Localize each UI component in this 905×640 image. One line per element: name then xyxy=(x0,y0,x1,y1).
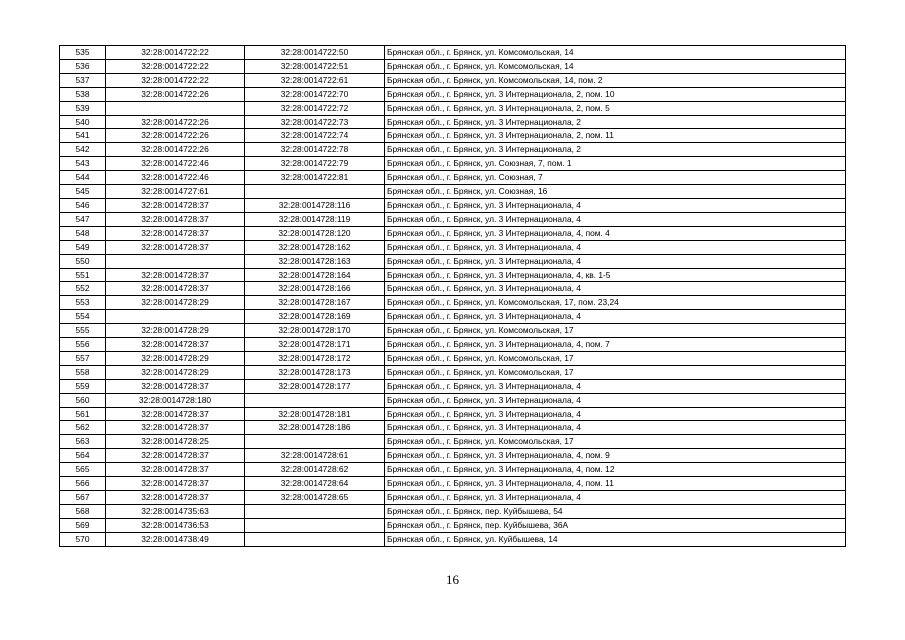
row-number-cell: 552 xyxy=(60,282,106,296)
row-number-cell: 536 xyxy=(60,59,106,73)
object-cadastral-number-cell: 32:28:0014728:61 xyxy=(245,449,385,463)
table-row xyxy=(60,226,846,240)
address-cell: Брянская обл., г. Брянск, ул. Комсомольская, 17 xyxy=(385,351,846,365)
parent-cadastral-number-cell: 32:28:0014728:29 xyxy=(106,351,245,365)
table-row xyxy=(60,463,846,477)
table-row xyxy=(60,129,846,143)
object-cadastral-number-cell: 32:28:0014728:64 xyxy=(245,477,385,491)
row-number-cell: 550 xyxy=(60,254,106,268)
table-row xyxy=(60,351,846,365)
object-cadastral-number-cell: 32:28:0014728:163 xyxy=(245,254,385,268)
table-row xyxy=(60,59,846,73)
address-cell: Брянская обл., г. Брянск, ул. 3 Интернационала, 2, пом. 5 xyxy=(385,101,846,115)
address-cell: Брянская обл., г. Брянск, ул. Союзная, 7 xyxy=(385,171,846,185)
table-row xyxy=(60,504,846,518)
address-cell: Брянская обл., г. Брянск, пер. Куйбышева, 54 xyxy=(385,504,846,518)
address-cell: Брянская обл., г. Брянск, ул. 3 Интернационала, 4, пом. 4 xyxy=(385,226,846,240)
table-row xyxy=(60,296,846,310)
parent-cadastral-number-cell: 32:28:0014728:37 xyxy=(106,421,245,435)
object-cadastral-number-cell: 32:28:0014728:169 xyxy=(245,310,385,324)
address-cell: Брянская обл., г. Брянск, ул. 3 Интернационала, 4 xyxy=(385,240,846,254)
object-cadastral-number-cell: 32:28:0014728:186 xyxy=(245,421,385,435)
object-cadastral-number-cell: 32:28:0014722:78 xyxy=(245,143,385,157)
row-number-cell: 551 xyxy=(60,268,106,282)
table-row xyxy=(60,310,846,324)
object-cadastral-number-cell: 32:28:0014728:164 xyxy=(245,268,385,282)
row-number-cell: 569 xyxy=(60,518,106,532)
object-cadastral-number-cell: 32:28:0014728:171 xyxy=(245,338,385,352)
property-registry-table xyxy=(59,45,846,547)
object-cadastral-number-cell: 32:28:0014728:173 xyxy=(245,365,385,379)
parent-cadastral-number-cell: 32:28:0014722:22 xyxy=(106,46,245,60)
row-number-cell: 541 xyxy=(60,129,106,143)
object-cadastral-number-cell: 32:28:0014728:62 xyxy=(245,463,385,477)
address-cell: Брянская обл., г. Брянск, ул. 3 Интернационала, 2, пом. 10 xyxy=(385,87,846,101)
row-number-cell: 542 xyxy=(60,143,106,157)
table-row xyxy=(60,212,846,226)
address-cell: Брянская обл., г. Брянск, ул. 3 Интернационала, 4 xyxy=(385,393,846,407)
address-cell: Брянская обл., г. Брянск, ул. 3 Интернационала, 4 xyxy=(385,407,846,421)
row-number-cell: 566 xyxy=(60,477,106,491)
table-row xyxy=(60,171,846,185)
address-cell: Брянская обл., г. Брянск, ул. 3 Интернационала, 4, пом. 9 xyxy=(385,449,846,463)
parent-cadastral-number-cell: 32:28:0014728:37 xyxy=(106,198,245,212)
row-number-cell: 538 xyxy=(60,87,106,101)
parent-cadastral-number-cell: 32:28:0014722:22 xyxy=(106,73,245,87)
registry-table-body xyxy=(60,46,846,547)
row-number-cell: 565 xyxy=(60,463,106,477)
object-cadastral-number-cell xyxy=(245,185,385,199)
table-row xyxy=(60,143,846,157)
parent-cadastral-number-cell: 32:28:0014728:37 xyxy=(106,268,245,282)
row-number-cell: 540 xyxy=(60,115,106,129)
address-cell: Брянская обл., г. Брянск, ул. Комсомольская, 14, пом. 2 xyxy=(385,73,846,87)
object-cadastral-number-cell: 32:28:0014722:51 xyxy=(245,59,385,73)
table-row xyxy=(60,393,846,407)
row-number-cell: 559 xyxy=(60,379,106,393)
row-number-cell: 554 xyxy=(60,310,106,324)
address-cell: Брянская обл., г. Брянск, ул. 3 Интернационала, 4, кв. 1-5 xyxy=(385,268,846,282)
parent-cadastral-number-cell: 32:28:0014722:46 xyxy=(106,157,245,171)
row-number-cell: 560 xyxy=(60,393,106,407)
address-cell: Брянская обл., г. Брянск, ул. Комсомольская, 17, пом. 23,24 xyxy=(385,296,846,310)
parent-cadastral-number-cell: 32:28:0014728:25 xyxy=(106,435,245,449)
row-number-cell: 543 xyxy=(60,157,106,171)
parent-cadastral-number-cell: 32:28:0014728:37 xyxy=(106,226,245,240)
parent-cadastral-number-cell: 32:28:0014728:29 xyxy=(106,324,245,338)
row-number-cell: 545 xyxy=(60,185,106,199)
parent-cadastral-number-cell: 32:28:0014728:180 xyxy=(106,393,245,407)
object-cadastral-number-cell: 32:28:0014728:120 xyxy=(245,226,385,240)
address-cell: Брянская обл., г. Брянск, ул. 3 Интернационала, 2 xyxy=(385,115,846,129)
object-cadastral-number-cell: 32:28:0014722:50 xyxy=(245,46,385,60)
table-row xyxy=(60,477,846,491)
row-number-cell: 537 xyxy=(60,73,106,87)
object-cadastral-number-cell xyxy=(245,504,385,518)
table-row xyxy=(60,268,846,282)
object-cadastral-number-cell xyxy=(245,393,385,407)
object-cadastral-number-cell: 32:28:0014728:65 xyxy=(245,491,385,505)
row-number-cell: 570 xyxy=(60,532,106,546)
object-cadastral-number-cell: 32:28:0014722:73 xyxy=(245,115,385,129)
row-number-cell: 564 xyxy=(60,449,106,463)
parent-cadastral-number-cell: 32:28:0014728:37 xyxy=(106,212,245,226)
row-number-cell: 563 xyxy=(60,435,106,449)
table-row xyxy=(60,338,846,352)
parent-cadastral-number-cell: 32:28:0014728:37 xyxy=(106,407,245,421)
row-number-cell: 567 xyxy=(60,491,106,505)
parent-cadastral-number-cell: 32:28:0014728:37 xyxy=(106,240,245,254)
table-row xyxy=(60,87,846,101)
parent-cadastral-number-cell: 32:28:0014728:37 xyxy=(106,449,245,463)
address-cell: Брянская обл., г. Брянск, ул. Комсомольская, 17 xyxy=(385,365,846,379)
address-cell: Брянская обл., г. Брянск, ул. 3 Интернационала, 4 xyxy=(385,282,846,296)
address-cell: Брянская обл., г. Брянск, ул. 3 Интернационала, 4 xyxy=(385,421,846,435)
table-row xyxy=(60,491,846,505)
row-number-cell: 553 xyxy=(60,296,106,310)
table-row xyxy=(60,421,846,435)
address-cell: Брянская обл., г. Брянск, ул. 3 Интернационала, 2, пом. 11 xyxy=(385,129,846,143)
table-row xyxy=(60,73,846,87)
object-cadastral-number-cell: 32:28:0014722:72 xyxy=(245,101,385,115)
parent-cadastral-number-cell: 32:28:0014722:22 xyxy=(106,59,245,73)
row-number-cell: 547 xyxy=(60,212,106,226)
row-number-cell: 562 xyxy=(60,421,106,435)
address-cell: Брянская обл., г. Брянск, ул. Союзная, 16 xyxy=(385,185,846,199)
parent-cadastral-number-cell: 32:28:0014728:37 xyxy=(106,491,245,505)
address-cell: Брянская обл., г. Брянск, ул. Союзная, 7, пом. 1 xyxy=(385,157,846,171)
object-cadastral-number-cell xyxy=(245,532,385,546)
parent-cadastral-number-cell: 32:28:0014722:26 xyxy=(106,143,245,157)
object-cadastral-number-cell: 32:28:0014722:79 xyxy=(245,157,385,171)
parent-cadastral-number-cell: 32:28:0014728:37 xyxy=(106,282,245,296)
object-cadastral-number-cell: 32:28:0014728:181 xyxy=(245,407,385,421)
parent-cadastral-number-cell: 32:28:0014728:37 xyxy=(106,477,245,491)
parent-cadastral-number-cell: 32:28:0014728:37 xyxy=(106,463,245,477)
parent-cadastral-number-cell xyxy=(106,254,245,268)
table-row xyxy=(60,379,846,393)
address-cell: Брянская обл., г. Брянск, ул. 3 Интернационала, 4 xyxy=(385,491,846,505)
object-cadastral-number-cell: 32:28:0014728:162 xyxy=(245,240,385,254)
table-row xyxy=(60,115,846,129)
table-row xyxy=(60,532,846,546)
table-row xyxy=(60,365,846,379)
parent-cadastral-number-cell: 32:28:0014735:63 xyxy=(106,504,245,518)
parent-cadastral-number-cell: 32:28:0014728:29 xyxy=(106,296,245,310)
table-row xyxy=(60,101,846,115)
address-cell: Брянская обл., г. Брянск, ул. Комсомольская, 14 xyxy=(385,59,846,73)
table-row xyxy=(60,198,846,212)
table-row xyxy=(60,324,846,338)
row-number-cell: 568 xyxy=(60,504,106,518)
address-cell: Брянская обл., г. Брянск, ул. 3 Интернационала, 4 xyxy=(385,212,846,226)
address-cell: Брянская обл., г. Брянск, ул. Куйбышева, 14 xyxy=(385,532,846,546)
address-cell: Брянская обл., г. Брянск, ул. 3 Интернационала, 4 xyxy=(385,310,846,324)
address-cell: Брянская обл., г. Брянск, пер. Куйбышева, 36А xyxy=(385,518,846,532)
address-cell: Брянская обл., г. Брянск, ул. Комсомольская, 14 xyxy=(385,46,846,60)
table-row xyxy=(60,240,846,254)
row-number-cell: 549 xyxy=(60,240,106,254)
object-cadastral-number-cell xyxy=(245,435,385,449)
parent-cadastral-number-cell: 32:28:0014727:61 xyxy=(106,185,245,199)
object-cadastral-number-cell: 32:28:0014722:70 xyxy=(245,87,385,101)
parent-cadastral-number-cell: 32:28:0014728:37 xyxy=(106,379,245,393)
table-row xyxy=(60,157,846,171)
page-number: 16 xyxy=(446,572,459,587)
row-number-cell: 558 xyxy=(60,365,106,379)
parent-cadastral-number-cell: 32:28:0014722:26 xyxy=(106,87,245,101)
table-row xyxy=(60,282,846,296)
address-cell: Брянская обл., г. Брянск, ул. 3 Интернационала, 4, пом. 11 xyxy=(385,477,846,491)
parent-cadastral-number-cell: 32:28:0014736:53 xyxy=(106,518,245,532)
object-cadastral-number-cell: 32:28:0014728:170 xyxy=(245,324,385,338)
parent-cadastral-number-cell xyxy=(106,101,245,115)
address-cell: Брянская обл., г. Брянск, ул. 3 Интернационала, 4, пом. 7 xyxy=(385,338,846,352)
table-row xyxy=(60,185,846,199)
object-cadastral-number-cell: 32:28:0014728:172 xyxy=(245,351,385,365)
object-cadastral-number-cell: 32:28:0014722:81 xyxy=(245,171,385,185)
parent-cadastral-number-cell: 32:28:0014722:26 xyxy=(106,129,245,143)
parent-cadastral-number-cell: 32:28:0014728:37 xyxy=(106,338,245,352)
table-row xyxy=(60,407,846,421)
row-number-cell: 535 xyxy=(60,46,106,60)
address-cell: Брянская обл., г. Брянск, ул. 3 Интернационала, 4, пом. 12 xyxy=(385,463,846,477)
address-cell: Брянская обл., г. Брянск, ул. 3 Интернационала, 4 xyxy=(385,254,846,268)
table-row xyxy=(60,46,846,60)
object-cadastral-number-cell: 32:28:0014728:166 xyxy=(245,282,385,296)
address-cell: Брянская обл., г. Брянск, ул. 3 Интернационала, 4 xyxy=(385,379,846,393)
row-number-cell: 555 xyxy=(60,324,106,338)
parent-cadastral-number-cell: 32:28:0014722:26 xyxy=(106,115,245,129)
object-cadastral-number-cell: 32:28:0014722:74 xyxy=(245,129,385,143)
table-row xyxy=(60,518,846,532)
address-cell: Брянская обл., г. Брянск, ул. 3 Интернационала, 2 xyxy=(385,143,846,157)
object-cadastral-number-cell xyxy=(245,518,385,532)
row-number-cell: 548 xyxy=(60,226,106,240)
object-cadastral-number-cell: 32:28:0014728:167 xyxy=(245,296,385,310)
row-number-cell: 556 xyxy=(60,338,106,352)
row-number-cell: 539 xyxy=(60,101,106,115)
object-cadastral-number-cell: 32:28:0014722:61 xyxy=(245,73,385,87)
row-number-cell: 557 xyxy=(60,351,106,365)
address-cell: Брянская обл., г. Брянск, ул. 3 Интернационала, 4 xyxy=(385,198,846,212)
table-row xyxy=(60,449,846,463)
address-cell: Брянская обл., г. Брянск, ул. Комсомольская, 17 xyxy=(385,324,846,338)
object-cadastral-number-cell: 32:28:0014728:116 xyxy=(245,198,385,212)
address-cell: Брянская обл., г. Брянск, ул. Комсомольская, 17 xyxy=(385,435,846,449)
row-number-cell: 544 xyxy=(60,171,106,185)
parent-cadastral-number-cell: 32:28:0014722:46 xyxy=(106,171,245,185)
row-number-cell: 561 xyxy=(60,407,106,421)
object-cadastral-number-cell: 32:28:0014728:119 xyxy=(245,212,385,226)
object-cadastral-number-cell: 32:28:0014728:177 xyxy=(245,379,385,393)
parent-cadastral-number-cell: 32:28:0014728:29 xyxy=(106,365,245,379)
table-row xyxy=(60,435,846,449)
parent-cadastral-number-cell: 32:28:0014738:49 xyxy=(106,532,245,546)
row-number-cell: 546 xyxy=(60,198,106,212)
parent-cadastral-number-cell xyxy=(106,310,245,324)
table-row xyxy=(60,254,846,268)
